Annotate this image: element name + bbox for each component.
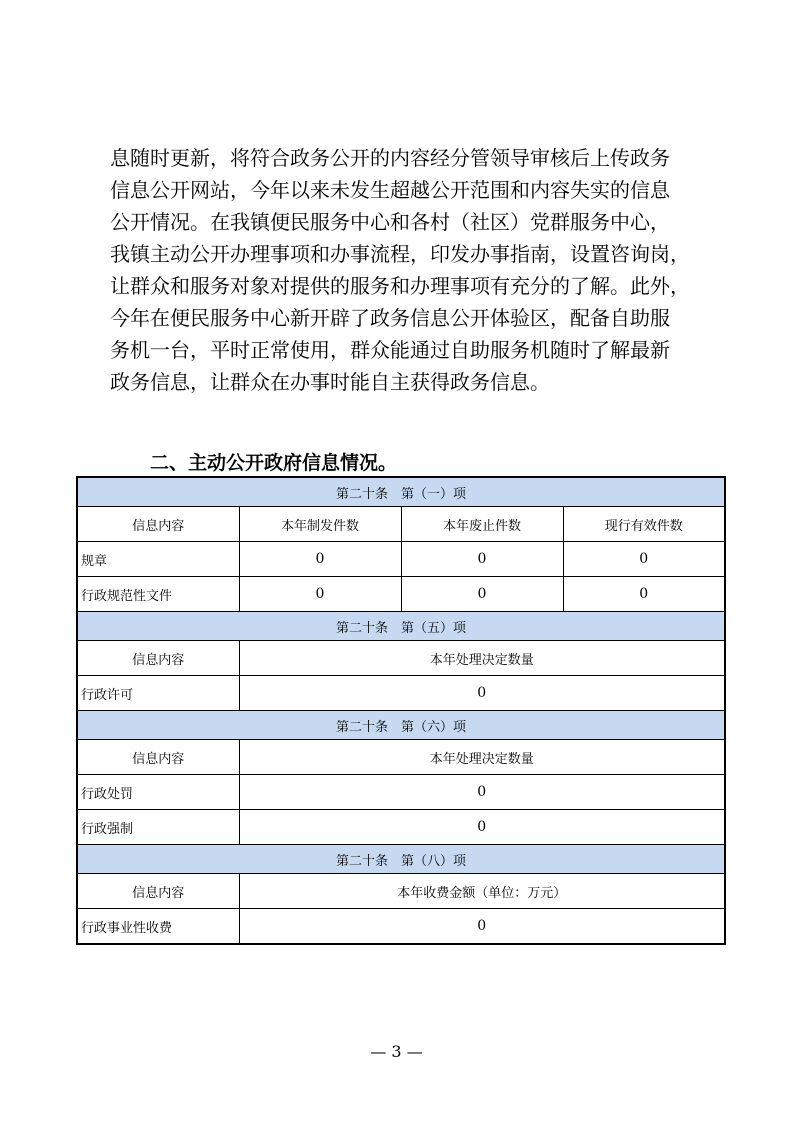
- column-header: 本年废止件数: [401, 507, 563, 542]
- table-row: [77, 676, 725, 711]
- paragraph-line: 信息公开网站，今年以来未发生超越公开范围和内容失实的信息: [110, 178, 670, 202]
- column-header: 本年收费金额（单位：万元）: [239, 874, 725, 909]
- column-header: 现行有效件数: [563, 507, 725, 542]
- table-row: [77, 775, 725, 810]
- row-label: 行政事业性收费: [77, 909, 239, 945]
- table-row: [77, 577, 725, 612]
- paragraph-line: 务机一台，平时正常使用，群众能通过自助服务机随时了解最新: [110, 338, 670, 362]
- column-header: 本年处理决定数量: [239, 641, 725, 676]
- paragraph-line: 今年在便民服务中心新开辟了政务信息公开体验区，配备自助服: [110, 306, 670, 330]
- table-header-row: [77, 507, 725, 542]
- cell-value: 0: [401, 542, 563, 577]
- paragraph-line: 息随时更新，将符合政务公开的内容经分管领导审核后上传政务: [110, 146, 670, 170]
- cell-value: 0: [239, 577, 401, 612]
- table-section-header: [77, 477, 725, 507]
- cell-value: 0: [401, 577, 563, 612]
- cell-value: 0: [239, 810, 725, 845]
- section-title: 第二十条 第（一）项: [77, 477, 725, 507]
- row-label: 行政规范性文件: [77, 577, 239, 612]
- section-title: 第二十条 第（六）项: [77, 711, 725, 740]
- cell-value: 0: [563, 542, 725, 577]
- column-header: 本年处理决定数量: [239, 740, 725, 775]
- row-label: 规章: [77, 542, 239, 577]
- table-header-row: [77, 740, 725, 775]
- table-header-row: [77, 641, 725, 676]
- body-paragraph: [110, 142, 700, 398]
- page-number: — 3 —: [370, 1042, 423, 1061]
- cell-value: 0: [239, 676, 725, 711]
- info-disclosure-table: [76, 476, 726, 945]
- table-row: [77, 810, 725, 845]
- column-header: 信息内容: [77, 507, 239, 542]
- row-label: 行政强制: [77, 810, 239, 845]
- cell-value: 0: [563, 577, 725, 612]
- cell-value: 0: [239, 775, 725, 810]
- table-header-row: [77, 874, 725, 909]
- column-header: 本年制发件数: [239, 507, 401, 542]
- section-title: 第二十条 第（五）项: [77, 612, 725, 641]
- table-section-header: [77, 711, 725, 740]
- column-header: 信息内容: [77, 874, 239, 909]
- row-label: 行政许可: [77, 676, 239, 711]
- row-label: 行政处罚: [77, 775, 239, 810]
- paragraph-line: 我镇主动公开办理事项和办事流程，印发办事指南，设置咨询岗，: [110, 242, 690, 266]
- section-heading: 二、主动公开政府信息情况。: [150, 452, 398, 474]
- section-title: 第二十条 第（八）项: [77, 845, 725, 874]
- paragraph-line: 政务信息，让群众在办事时能自主获得政务信息。: [110, 370, 550, 394]
- paragraph-line: 公开情况。在我镇便民服务中心和各村（社区）党群服务中心，: [110, 210, 670, 234]
- cell-value: 0: [239, 909, 725, 945]
- table-section-header: [77, 612, 725, 641]
- column-header: 信息内容: [77, 740, 239, 775]
- table-row: [77, 909, 725, 945]
- paragraph-line: 让群众和服务对象对提供的服务和办理事项有充分的了解。此外，: [110, 274, 690, 298]
- table-row: [77, 542, 725, 577]
- cell-value: 0: [239, 542, 401, 577]
- column-header: 信息内容: [77, 641, 239, 676]
- table-section-header: [77, 845, 725, 874]
